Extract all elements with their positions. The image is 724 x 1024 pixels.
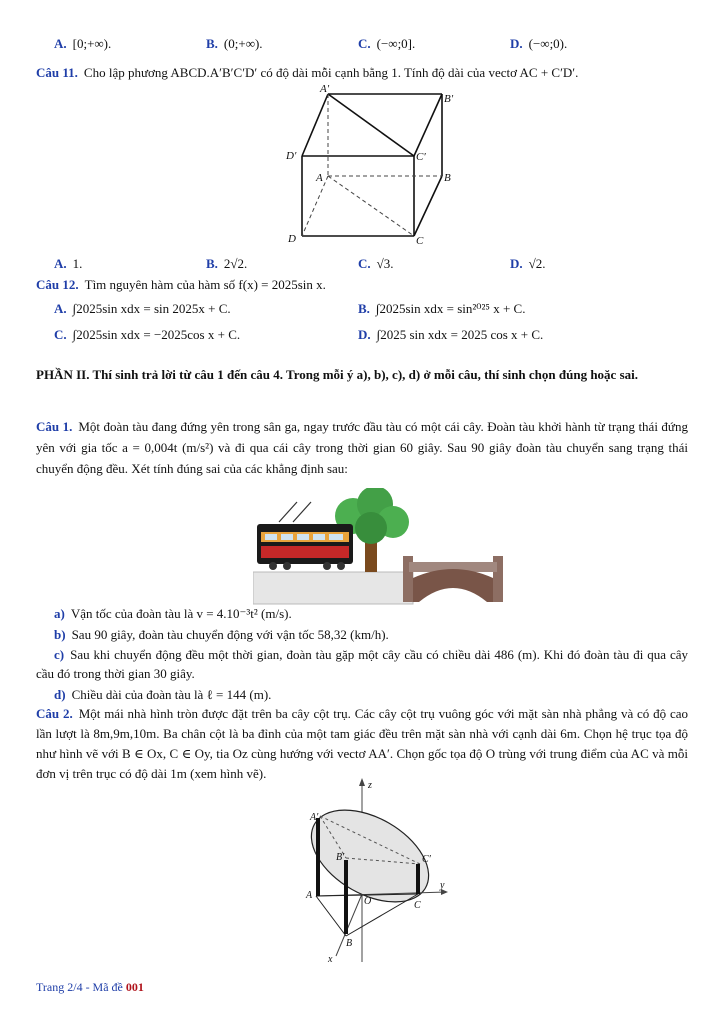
cube-vertex-label: B	[444, 172, 451, 184]
roof-label: z	[368, 780, 372, 791]
train-figure	[253, 488, 673, 606]
roof-label: A′	[310, 812, 319, 823]
p2q1-item-b: b) Sau 90 giây, đoàn tàu chuyển động với vận tốc 58,32 (km/h).	[54, 627, 389, 642]
q12-option-a: A. ∫2025sin xdx = sin 2025x + C.	[54, 301, 231, 316]
page-footer: Trang 2/4 - Mã đề 001	[36, 980, 144, 994]
roof-label: B′	[336, 852, 345, 863]
p2q1-item-d: d) Chiều dài của đoàn tàu là ℓ = 144 (m).	[54, 687, 272, 702]
roof-figure	[296, 776, 466, 966]
roof-label: x	[328, 954, 333, 965]
q11-question: Câu 11. Cho lập phương ABCD.A′B′C′D′ có độ dài mỗi cạnh bằng 1. Tính độ dài của vectơ AC + C′D′.	[36, 65, 579, 80]
q12-option-d: D. ∫2025 sin xdx = 2025 cos x + C.	[358, 327, 544, 342]
p2q2-question: Câu 2. Một mái nhà hình tròn được đặt trên ba cây cột trụ. Các cây cột trụ vuông góc với mặt sàn nhà phẳng và có độ cao lần lượt là 8m,9m,10m. Ba chân cột là ba đỉnh của một tam giác đều trên mặt sàn nhà với cạnh dài 6m. Chọn hệ trục tọa độ như hình vẽ với B ∈ Ox, C ∈ Oy, tia Oz cùng hướng với vectơ AA′. Chọn gốc tọa độ O trùng với trung điểm của AC và mỗi đơn vị trên trục có độ dài 1m (xem hình vẽ).	[36, 706, 688, 781]
q10-option-b: B. (0;+∞).	[206, 36, 263, 51]
q10-option-a: A. [0;+∞).	[54, 36, 112, 51]
cube-vertex-label: D′	[286, 150, 297, 162]
p2q1-question: Câu 1. Một đoàn tàu đang đứng yên trong sân ga, ngay trước đầu tàu có một cái cây. Đoàn tàu khởi hành từ trạng thái đứng yên với gia tốc a = 0,004t (m/s²) và đi qua cái cây trong thời gian 60 giây. Sau 90 giây đoàn tàu chuyển sang trạng thái chuyển động đều. Xét tính đúng sai của các khẳng định sau:	[36, 419, 688, 476]
part2-title: PHẦN II. Thí sinh trả lời từ câu 1 đến câu 4. Trong mỗi ý a), b), c), d) ở mỗi câu, thí sinh chọn đúng hoặc sai.	[36, 367, 638, 382]
roof-label: y	[440, 880, 445, 891]
cube-figure	[280, 84, 470, 254]
q11-option-b: B. 2√2.	[206, 256, 248, 271]
q10-options	[54, 36, 662, 52]
roof-label: C	[414, 900, 421, 911]
q11-option-a: A. 1.	[54, 256, 83, 271]
q12-option-b: B. ∫2025sin xdx = sin²⁰²⁵ x + C.	[358, 301, 526, 316]
cube-vertex-label: C′	[416, 151, 426, 163]
cube-vertex-label: C	[416, 235, 424, 247]
roof-label: O	[364, 896, 372, 907]
cube-vertex-label: D	[288, 233, 296, 245]
q11-options	[54, 256, 662, 272]
p2q1-item-a: a) Vận tốc của đoàn tàu là v = 4.10⁻³t² (m/s).	[54, 606, 292, 621]
roof-label: A	[306, 890, 313, 901]
roof-label: C′	[422, 854, 431, 865]
q11-option-d: D. √2.	[510, 256, 546, 271]
exam-code: 001	[125, 980, 144, 994]
q12-option-c: C. ∫2025sin xdx = −2025cos x + C.	[54, 327, 241, 342]
cube-vertex-label: B′	[444, 93, 454, 105]
cube-vertex-label: A	[316, 172, 323, 184]
q11-option-c: C. √3.	[358, 256, 394, 271]
q10-option-c: C. (−∞;0].	[358, 36, 416, 51]
cube-vertex-label: A′	[320, 84, 330, 95]
q10-option-d: D. (−∞;0).	[510, 36, 568, 51]
q12-question: Câu 12. Tìm nguyên hàm của hàm số f(x) = 2025sin x.	[36, 277, 326, 292]
p2q1-item-c: c) Sau khi chuyển động đều một thời gian, đoàn tàu gặp một cây cầu có chiều dài 486 (m). Khi đó đoàn tàu đi qua cây cầu đó trong thời gian 30 giây.	[36, 647, 688, 681]
roof-label: B	[346, 938, 353, 949]
bridge-icon	[403, 556, 503, 602]
